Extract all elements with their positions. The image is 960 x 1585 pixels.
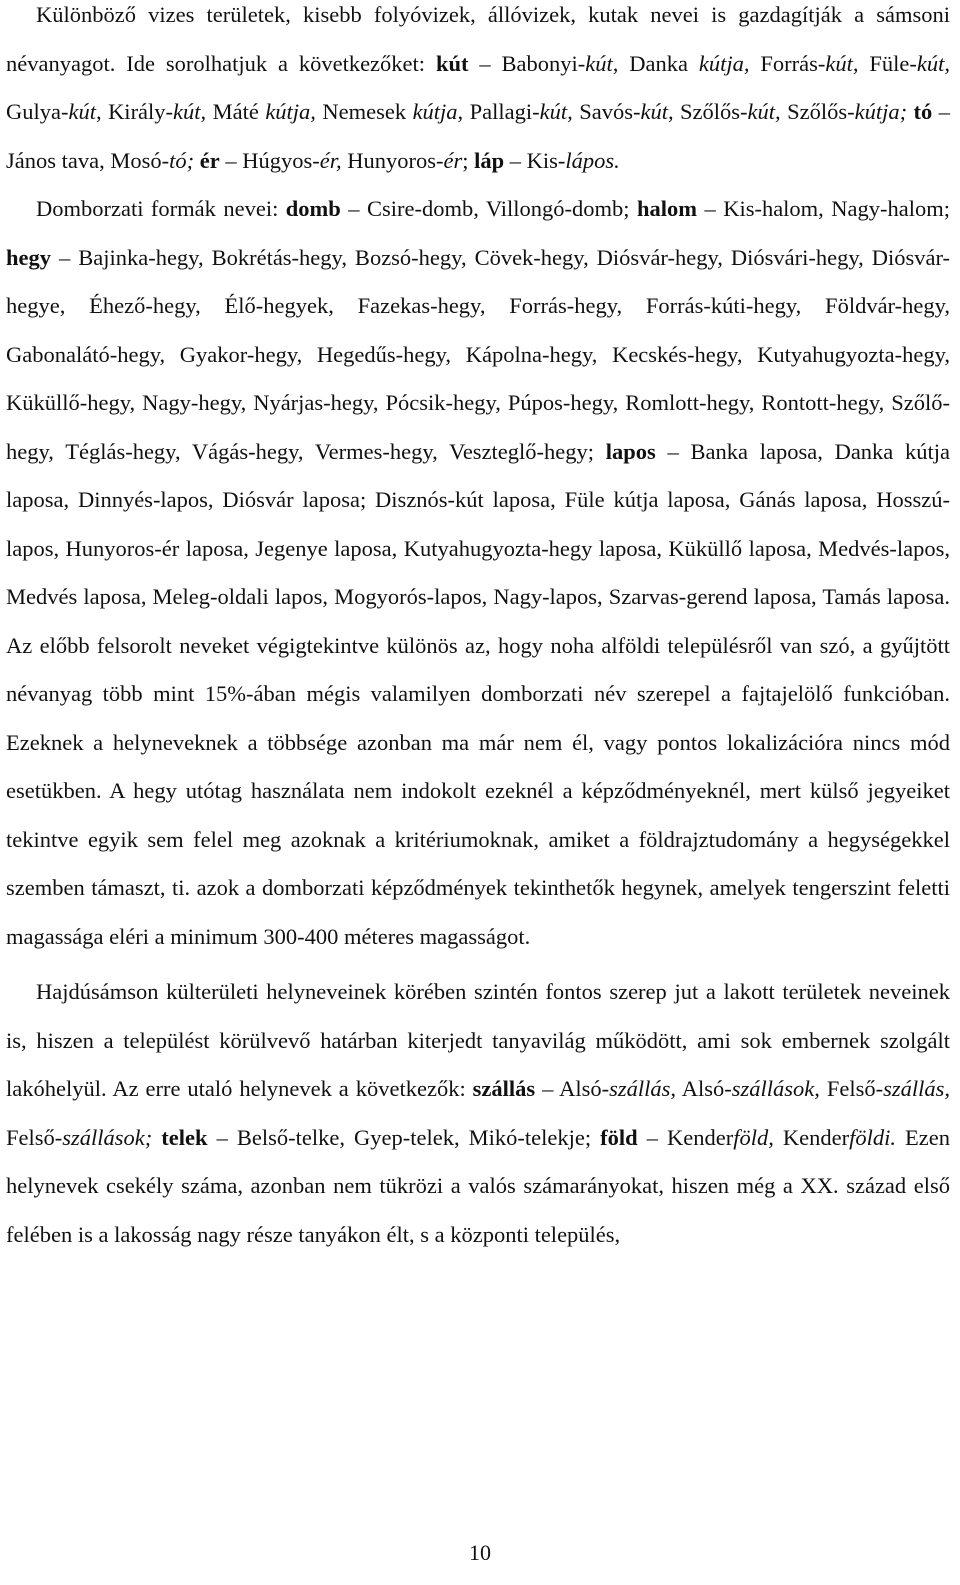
category-term: ér: [199, 147, 220, 173]
category-term: szállás: [472, 1076, 536, 1101]
text-run: Savós-: [572, 99, 641, 124]
name-part-italic: föld,: [733, 1124, 774, 1150]
text-run: Kender: [773, 1124, 850, 1150]
text-run: Domborzati formák nevei:: [36, 196, 286, 221]
name-part-italic: kút,: [68, 99, 102, 124]
text-run: Danka: [618, 50, 699, 76]
category-term: kút: [435, 50, 469, 76]
text-run: – Alsó-: [535, 1076, 610, 1101]
text-run: Hajdúsámson külterületi helyneveinek körében szintén fontos szerep jut a lakott területek neveinek is, hiszen a települést körülvevő határban kiterjedt tanyavilág működött, ami sok embernek szolgált lakóhelyül. Az erre utaló helynevek a következők:: [6, 979, 950, 1101]
text-run: Gulya-: [6, 99, 69, 124]
category-term: telek: [161, 1124, 208, 1150]
name-part-italic: kút,: [585, 50, 619, 76]
name-part-italic: kút,: [173, 99, 207, 124]
name-part-italic: kút,: [825, 50, 859, 76]
text-run: – Banka laposa, Danka kútja laposa, Dinnyés-lapos, Diósvár laposa; Disznós-kút laposa, Füle kútja laposa, Gánás laposa, Hosszú-lapos, Hunyoros-ér laposa, Jegenye laposa, Kutyahugyozta-hegy laposa, Küküllő laposa, Medvés-lapos, Medvés laposa, Meleg-oldali lapos, Mogyorós-lapos, Nagy-lapos, Szarvas-gerend laposa, Tamás laposa. Az előbb felsorolt neveket végigtekintve különös az, hogy noha alföldi településről van szó, a gyűjtött névanyag több mint 15%-ában mégis valamilyen domborzati név szerepel a fajtajelölő funkcióban. Ezeknek a helyneveknek a többsége azonban ma már nem él, vagy pontos lokalizációra nincs mód esetükben. A hegy utótag használata nem indokolt ezeknél a képződményeknél, mert külső jegyeiket tekintve egyik sem felel meg azoknak a kritériumoknak, amiket a földrajztudomány a hegységekkel szemben támaszt, ti. azok a domborzati képződmények tekinthetők hegynek, amelyek tengerszint feletti magassága eléri a minimum 300-400 méteres magasságot.: [6, 438, 951, 949]
paragraph-domborzati-formak: [6, 185, 950, 961]
text-run: – Csire-domb, Villongó-domb;: [340, 196, 638, 221]
paragraph-lakott-teruletek: [6, 968, 950, 1259]
name-part-italic: kútja,: [698, 50, 750, 76]
text-run: Alsó-: [676, 1076, 732, 1101]
text-run: Felső-: [819, 1076, 884, 1101]
name-part-italic: szállás,: [609, 1076, 677, 1101]
paragraph-vizes-teruletek: [6, 0, 950, 185]
text-run: Füle-: [858, 50, 917, 76]
text-run: Máté: [206, 99, 266, 124]
text-run: – Kis-halom, Nagy-halom;: [697, 196, 950, 221]
text-run: Pallagi-: [463, 99, 540, 124]
text-run: Forrás-: [749, 50, 826, 76]
document-page: [6, 0, 950, 1259]
text-run: – Bajinka-hegy, Bokrétás-hegy, Bozsó-hegy, Cövek-hegy, Diósvár-hegy, Diósvári-hegy, Diósvár-hegye, Éhező-hegy, Élő-hegyek, Fazekas-hegy, Forrás-hegy, Forrás-kúti-hegy, Földvár-hegy, Gabonalátó-hegy, Gyakor-hegy, Hegedűs-hegy, Kápolna-hegy, Kecskés-hegy, Kutyahugyozta-hegy, Küküllő-hegy, Nagy-hegy, Nyárjas-hegy, Pócsik-hegy, Púpos-hegy, Romlott-hegy, Rontott-hegy, Szőlő-hegy, Téglás-hegy, Vágás-hegy, Vermes-hegy, Veszteglő-hegy;: [6, 244, 950, 464]
text-run: Nemesek: [315, 99, 413, 124]
category-term: föld: [600, 1124, 638, 1150]
text-run: Szőlős-: [780, 99, 855, 124]
category-term: hegy: [6, 244, 51, 270]
text-run: [152, 1125, 161, 1150]
text-run: ;: [462, 147, 475, 173]
name-part-italic: kútja,: [265, 99, 316, 124]
text-run: Szőlős-: [673, 99, 748, 124]
text-run: – János tava, Mosó-: [6, 99, 950, 173]
text-run: Felső-: [6, 1124, 63, 1150]
text-run: Ezen helynevek csekély száma, azonban nem tükrözi a valós számarányokat, hiszen még a XX. század első felében is a lakosság nagy része tanyákon élt, s a központi település,: [6, 1124, 951, 1247]
name-part-italic: földi.: [849, 1124, 897, 1150]
text-run: Hunyoros-: [341, 147, 444, 173]
name-part-italic: kútja,: [412, 99, 464, 124]
text-run: – Babonyi-: [468, 50, 586, 76]
name-part-italic: lápos.: [565, 147, 620, 173]
category-term: halom: [637, 196, 698, 221]
name-part-italic: kút,: [916, 50, 950, 76]
category-term: lapos: [605, 438, 656, 464]
name-part-italic: kút,: [640, 99, 674, 124]
category-term: láp: [474, 147, 505, 173]
name-part-italic: szállások,: [731, 1076, 820, 1101]
text-run: Különböző vizes területek, kisebb folyóvizek, állóvizek, kutak nevei is gazdagítják a sámsoni névanyagot. Ide sorolhatjuk a következőket:: [6, 2, 950, 76]
name-part-italic: kút,: [539, 99, 573, 124]
category-term: tó: [913, 99, 933, 124]
name-part-italic: kút,: [747, 99, 781, 124]
name-part-italic: kútja;: [854, 99, 908, 124]
name-part-italic: ér: [443, 147, 463, 173]
text-run: – Kender: [637, 1124, 734, 1150]
name-part-italic: szállások;: [62, 1124, 153, 1150]
name-part-italic: szállás,: [883, 1076, 951, 1101]
category-term: domb: [285, 196, 341, 221]
name-part-italic: tó;: [169, 147, 195, 173]
name-part-italic: ér,: [319, 147, 342, 173]
text-run: – Húgyos-: [219, 147, 320, 173]
page-number: 10: [469, 1540, 491, 1565]
text-run: – Kis-: [504, 147, 566, 173]
text-run: – Belső-telke, Gyep-telek, Mikó-telekje;: [207, 1124, 601, 1150]
text-run: Király-: [101, 99, 174, 124]
